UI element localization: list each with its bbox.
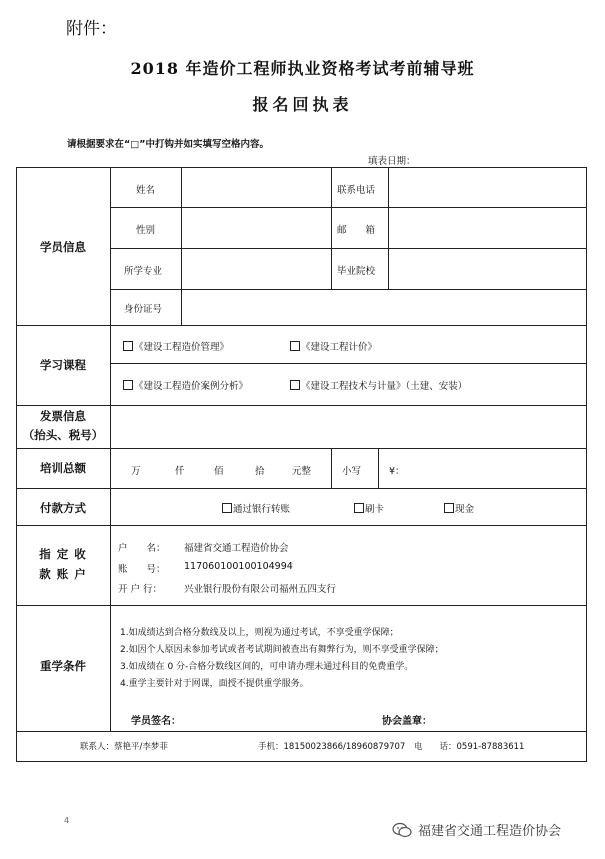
checkbox-icon: [222, 503, 232, 513]
fill-date-label: 填表日期：: [368, 156, 416, 167]
phone-field[interactable]: [389, 168, 585, 206]
checkbox-icon: [290, 341, 300, 351]
watermark-text: 福建省交通工程造价协会: [418, 824, 562, 839]
section-student-info: 学员信息: [40, 240, 86, 254]
section-courses: 学习课程: [40, 358, 86, 372]
form-title: 2018 年造价工程师执业资格考试考前辅导班: [130, 59, 475, 78]
payment-option-card[interactable]: 刷卡: [354, 501, 384, 515]
total-shi: 拾: [255, 466, 265, 477]
major-field[interactable]: [182, 249, 330, 288]
student-signature-label: 学员签名：: [131, 716, 181, 727]
checkbox-icon: [444, 503, 454, 513]
course-option-case-analysis[interactable]: 《建设工程造价案例分析》: [123, 378, 248, 392]
form-subtitle: 报名回执表: [252, 95, 353, 114]
account-number-label: 账 号：: [118, 564, 166, 575]
id-number-label: 身份证号: [124, 304, 163, 315]
account-bank-label: 开 户 行：: [118, 584, 163, 595]
section-invoice-note: （抬头、税号）: [22, 428, 104, 442]
wechat-watermark: [392, 820, 561, 839]
gender-field[interactable]: [182, 208, 330, 247]
course-option-technology[interactable]: 《建设工程技术与计量》（土建、安装）: [290, 378, 467, 392]
id-number-field[interactable]: [182, 290, 585, 324]
checkbox-icon: [123, 380, 133, 390]
total-qian: 仟: [175, 466, 185, 477]
payment-option-transfer[interactable]: 通过银行转账: [222, 501, 290, 515]
section-payment: 付款方式: [40, 501, 86, 515]
gender-label: 性别: [136, 225, 156, 236]
payment-option-cash[interactable]: 现金: [444, 501, 474, 515]
section-account-2: 款 账 户: [39, 567, 87, 581]
checkbox-icon: [354, 503, 364, 513]
email-field[interactable]: [389, 208, 585, 247]
invoice-field[interactable]: [111, 406, 585, 447]
account-name-label: 户 名：: [118, 543, 166, 554]
account-number-value: 117060100100104994: [184, 561, 293, 572]
retake-item-4: 4.重学主要针对于网课，面授不提供重学服务。: [120, 679, 309, 689]
total-bai: 佰: [214, 466, 224, 477]
course-option-management[interactable]: 《建设工程造价管理》: [123, 339, 229, 353]
account-name-value: 福建省交通工程造价协会: [184, 543, 289, 554]
section-invoice: 发票信息: [40, 409, 86, 423]
school-label: 毕业院校: [337, 266, 376, 277]
total-wan: 万: [131, 466, 141, 477]
retake-item-3: 3.如成绩在 0 分-合格分数线区间的，可申请办理未通过科目的免费重学。: [120, 662, 414, 672]
school-field[interactable]: [389, 249, 585, 288]
phone-label: 联系电话: [337, 185, 376, 196]
lowercase-label: 小写: [342, 466, 362, 477]
yen-label: ¥：: [389, 466, 405, 477]
contact-telephone: 电 话：0591-87883611: [414, 742, 525, 752]
contact-person: 联系人：蔡艳平/李梦菲: [80, 742, 168, 752]
name-field[interactable]: [182, 168, 330, 206]
page-number: 4: [64, 816, 70, 825]
section-total: 培训总额: [40, 461, 86, 475]
checkbox-icon: [290, 380, 300, 390]
retake-item-2: 2.如因个人原因未参加考试或者考试期间被查出有舞弊行为，则不享受重学保障；: [120, 645, 444, 655]
checkbox-icon: [123, 341, 133, 351]
course-option-pricing[interactable]: 《建设工程计价》: [290, 339, 377, 353]
wechat-icon: [392, 822, 412, 838]
email-label: 邮 箱: [337, 225, 376, 236]
account-bank-value: 兴业银行股份有限公司福州五四支行: [184, 584, 337, 595]
amount-field[interactable]: [412, 450, 584, 486]
form-instruction: 请根据要求在“□”中打钩并如实填写空格内容。: [67, 139, 269, 150]
major-label: 所学专业: [124, 266, 163, 277]
association-seal-label: 协会盖章：: [382, 716, 432, 727]
total-yuan: 元整: [292, 466, 312, 477]
retake-item-1: 1.如成绩达到合格分数线及以上，则视为通过考试，不享受重学保障；: [120, 628, 399, 638]
name-label: 姓名: [136, 185, 156, 196]
section-account: 指 定 收: [39, 547, 87, 561]
contact-mobile: 手机：18150023866/18960879707: [258, 742, 406, 752]
attachment-label: 附件：: [66, 19, 117, 39]
section-retake: 重学条件: [40, 659, 86, 673]
